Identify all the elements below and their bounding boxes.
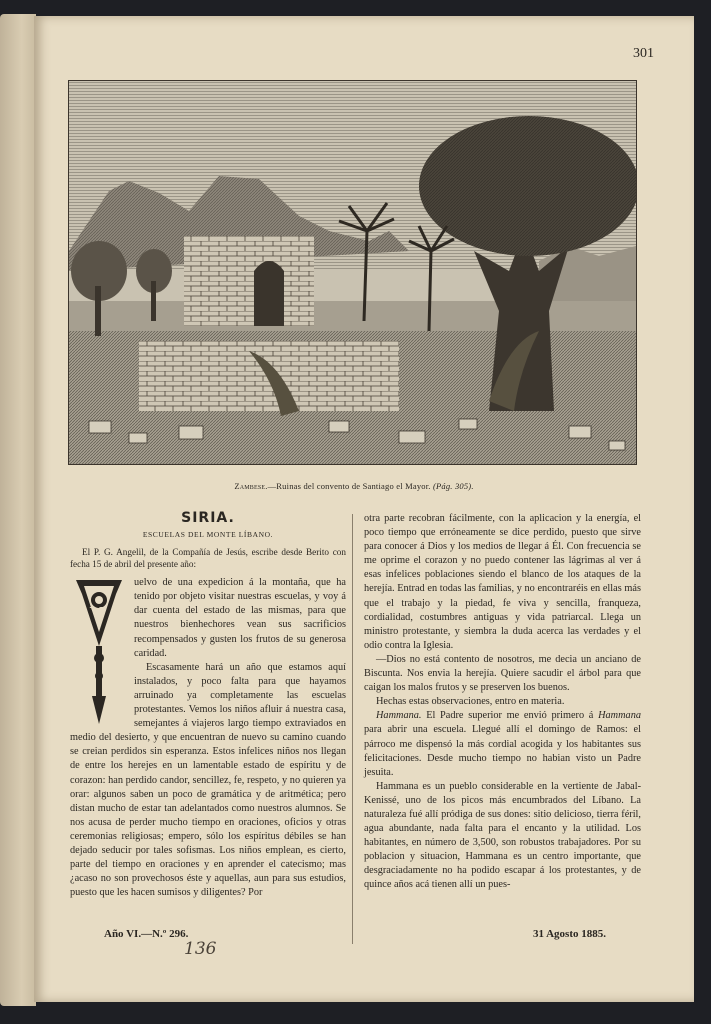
right-paragraph-3: Hechas estas observaciones, entro en materia.	[376, 696, 565, 708]
right-paragraph-1: otra parte recobran fácilmente, con la aplicacion y la energía, el poco tiempo que erróneamente se dice perdido, puesto que sirve para conocer á Dios y los medios de llegar á Él. Con frecuencia se me oprime el corazon y no puedo contener las lágrimas al ver á esas infelices poblaciones siendo el blanco de los ataques de la herejía. Entrad en todas las familias, y no encontraréis en ellas más que el trabajo y la piedad, fe viva y sencilla, franqueza, cordialidad, costumbres antiguas y vida patriarcal. Llega un ministro protestante, y siembra la duda acerca las verdades y el odio contra la Iglesia.	[364, 513, 641, 651]
hammana-italic: Hammana	[598, 710, 641, 722]
hammana-heading: Hammana.	[376, 710, 422, 722]
issue-value: 296.	[169, 928, 189, 940]
ruins-landscape-image	[69, 81, 636, 464]
hammana-1-text-b: para abrir una escuela. Llegué allí el domingo de Ramos: el párroco me dispensó la más cordial acogida y los habitantes sus felicitaciones. Desde mucho tiempo no habian visto un Padre jesuita.	[364, 724, 641, 778]
right-paragraph-hammana-2: Hammana es un pueblo considerable en la vertiente de Jabal-Kenissé, uno de los picos más encumbrados del Líbano. La naturaleza fué allí pródiga de sus dones: sitio delicioso, tierra féril, agua abundante, nada falta para el encanto y la utilidad. Los habitantes, en número de 3,500, son robustos trabajadores. Por su poblacion y situacion, Hammana es un centro importante, que desgraciadamente no ha podido escapar á los protestantes, y de quince años acá tienen allí un pues-	[364, 780, 641, 891]
left-paragraph-1: uelvo de una expedicion á la montaña, que ha tenido por objeto visitar nuestras escuelas, y voy á dar cuenta del estado de las mismas, para que nuestros bienhechores vean sus sacrificios recompensados y gusten los frutos de su generosa caridad.	[134, 577, 346, 659]
article-title: SIRIA.	[181, 510, 235, 526]
ornamental-initial-v	[70, 576, 128, 726]
issue-date: 31 Agosto 1885.	[532, 928, 606, 940]
facing-page-edge	[0, 14, 36, 1006]
initial-paragraph-block	[70, 576, 346, 900]
illustration-caption	[74, 481, 634, 491]
page-number: 301	[633, 46, 654, 61]
issue-prefix: Año VI.—N.º	[104, 928, 170, 940]
left-column	[70, 511, 346, 900]
hammana-1-text-a: El Padre superior me envió primero á	[421, 710, 599, 722]
caption-place: Zambese.	[234, 481, 268, 491]
left-paragraph-2: Escasamente hará un año que estamos aquí instalados, y poco falta para que hayamos arruinado ya completamente las escuelas protestantes. Vemos los niños afluir á nuestra casa, semejantes á viajeros largo tiempo extraviados en medio del desierto, y que encuentran de nuevo su camino cuando se creian perdidos sin esperanza. Estos infelices niños nos llegan de entre los herejes en un lamentable estado de espíritu y de corazon: han perdido candor, sencillez, fe, respeto, y no quieren ya orar: algunos saben un poco de gramática y de aritmética; pero distan mucho de estar tan adelantados como nuestros alumnos. Se nos acusa de perder mucho tiempo en oraciones, oficios y otras ceremonias religiosas; empero, sólo los espíritus débiles se han dejado seducir por tales sofismas. Los niños emplean, es cierto, parte del tiempo en oraciones y en aprender el catecismo; mas ¿acaso no son provechosos éste y aquellas, aun para sus estudios, puesto que les hacen sumisos y diligentes? Por	[70, 661, 346, 899]
right-paragraph-2: —Dios no está contento de nosotros, me decia un anciano de Biscunta. Nos envia la herejía. Quiere sacudir el árbol para que caigan los malos frutos y se preserven los buenos.	[364, 653, 641, 694]
article-subtitle: ESCUELAS DEL MONTE LÍBANO.	[142, 530, 274, 540]
initial-letter: V	[90, 604, 103, 626]
magazine-page	[34, 16, 694, 1002]
handwritten-annotation: 136	[184, 939, 217, 959]
right-paragraph-hammana-1	[364, 709, 641, 779]
right-column	[364, 512, 641, 893]
engraving-illustration	[68, 80, 637, 465]
issue-number	[104, 928, 188, 940]
column-divider	[352, 514, 353, 944]
caption-page-reference: (Pág. 305).	[432, 481, 474, 491]
article-intro: El P. G. Angelil, de la Compañía de Jesús, escribe desde Berito con fecha 15 de abril del presente año:	[70, 547, 346, 570]
caption-text: —Ruinas del convento de Santiago el Mayor.	[267, 481, 431, 491]
